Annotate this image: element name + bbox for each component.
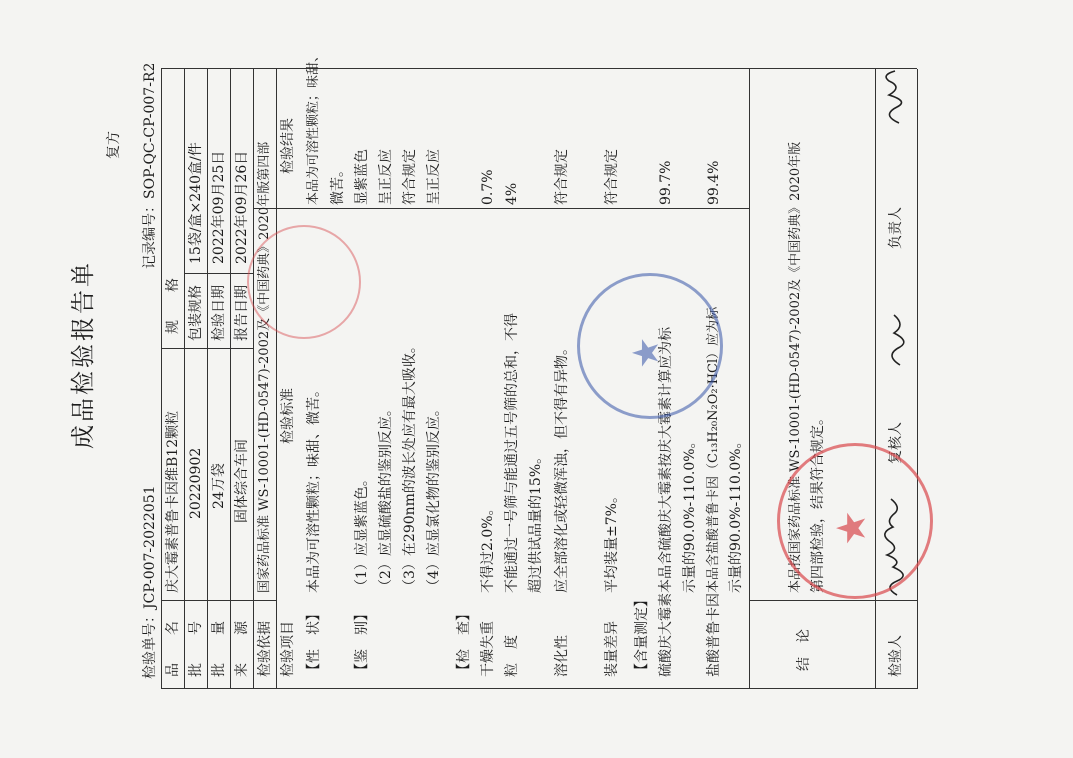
row-result: 4% xyxy=(503,182,520,205)
row-standard: 超过供试品量的15%。 xyxy=(527,449,544,593)
source-value: 固体综合车间 xyxy=(233,439,250,523)
inspection-number: 检验单号：JCP-007-2022051 xyxy=(141,485,158,679)
row-item: 【检 查】 xyxy=(455,607,472,677)
row-result: 符合规定 xyxy=(553,149,570,205)
quantity-value: 24万袋 xyxy=(210,463,227,509)
row-item: 【含量测定】 xyxy=(633,593,650,677)
basis-label: 检验依据 xyxy=(256,621,273,677)
manager-signature xyxy=(877,67,913,127)
basis-value: 国家药品标准 WS-10001-(HD-0547)-2002及《中国药典》2020年版第四部 xyxy=(256,141,272,593)
seal-star-red: ★ xyxy=(828,510,875,546)
row-standard: （1）应显紫蓝色。 xyxy=(353,472,370,593)
row-result: 99.7% xyxy=(657,160,674,205)
conclusion-label: 结 论 xyxy=(795,629,812,671)
row-standard: 不能通过一号筛与能通过五号筛的总和，不得 xyxy=(503,313,520,593)
report-title: 成品检验报告单 xyxy=(68,260,97,449)
reviewer-signature xyxy=(882,309,912,369)
batch-label: 批 号 xyxy=(187,621,204,677)
row-result: 显紫蓝色 xyxy=(353,149,370,205)
row-result: 符合规定 xyxy=(603,149,620,205)
quantity-label: 批 量 xyxy=(210,621,227,677)
pack-value: 15袋/盒×240盒/件 xyxy=(187,142,204,264)
product-name: 庆大霉素普鲁卡因维B12颗粒 xyxy=(164,410,181,593)
row-item: 粒 度 xyxy=(503,635,520,677)
row-item: 溶化性 xyxy=(553,635,570,677)
stamp-star-blue: ★ xyxy=(625,336,667,369)
row-standard: 本品含盐酸普鲁卡因（C₁₃H₂₀N₂O₂·HCl）应为标 xyxy=(705,306,721,593)
report-date-value: 2022年09月26日 xyxy=(233,150,250,264)
row-standard: （4）应显氯化物的鉴别反应。 xyxy=(425,402,442,593)
inspect-date-value: 2022年09月25日 xyxy=(210,150,227,264)
inspect-date-label: 检验日期 xyxy=(210,285,227,341)
row-result: 微苦。 xyxy=(329,163,346,205)
row-standard: （3）在290nm的波长处应有最大吸收。 xyxy=(401,339,418,593)
dept-seal-red xyxy=(247,225,361,339)
row-standard: 不得过2.0%。 xyxy=(479,501,496,593)
row-standard: 本品含硫酸庆大霉素按庆大霉素计算应为标 xyxy=(657,327,674,593)
row-result: 0.7% xyxy=(479,169,496,205)
inspection-report xyxy=(37,39,1037,719)
row-standard: 示量的90.0%-110.0%。 xyxy=(681,434,698,593)
row-standard: 应全部溶化或轻微浑浊，但不得有异物。 xyxy=(553,341,570,593)
row-standard: 本品为可溶性颗粒；味甜、微苦。 xyxy=(305,383,322,593)
conclusion-line-1: 本品按国家药品标准 WS-10001-(HD-0547)-2002及《中国药典》2020年版 xyxy=(787,141,803,593)
conclusion-line-2: 第四部检验，结果符合规定。 xyxy=(809,411,826,593)
row-item: 干燥失重 xyxy=(479,621,496,677)
row-item: 装量差异 xyxy=(603,621,620,677)
record-number: 记录编号：SOP-QC-CP-007-R2 xyxy=(141,62,158,269)
source-label: 来 源 xyxy=(233,621,250,677)
row-result: 呈正反应 xyxy=(425,149,442,205)
row-result: 符合规定 xyxy=(401,149,418,205)
row-standard: 示量的90.0%-110.0%。 xyxy=(727,434,744,593)
pack-label: 包装规格 xyxy=(187,285,204,341)
row-result: 呈正反应 xyxy=(377,149,394,205)
row-item: 【鉴 别】 xyxy=(353,607,370,677)
row-standard: （2）应显硫酸盐的鉴别反应。 xyxy=(377,402,394,593)
row-result: 本品为可溶性颗粒；味甜、 xyxy=(305,48,321,205)
reviewer-label: 复核人 xyxy=(887,422,904,464)
row-result: 99.4% xyxy=(705,160,722,205)
spec-label: 规 格 xyxy=(164,278,181,334)
header-standard: 检验标准 xyxy=(279,388,296,444)
report-date-label: 报告日期 xyxy=(233,285,250,341)
manager-label: 负责人 xyxy=(887,207,904,249)
inspector-label: 检验人 xyxy=(887,635,904,677)
row-item: 盐酸普鲁卡因 xyxy=(705,593,722,677)
copy-label: 复方 xyxy=(105,131,122,159)
name-label: 品 名 xyxy=(164,621,181,677)
row-standard: 平均装量±7%。 xyxy=(603,489,620,593)
row-item: 硫酸庆大霉素 xyxy=(657,593,674,677)
header-result: 检验结果 xyxy=(279,118,296,174)
batch-value: 20220902 xyxy=(187,447,204,519)
row-item: 【性 状】 xyxy=(305,607,322,677)
header-item: 检验项目 xyxy=(279,621,296,677)
